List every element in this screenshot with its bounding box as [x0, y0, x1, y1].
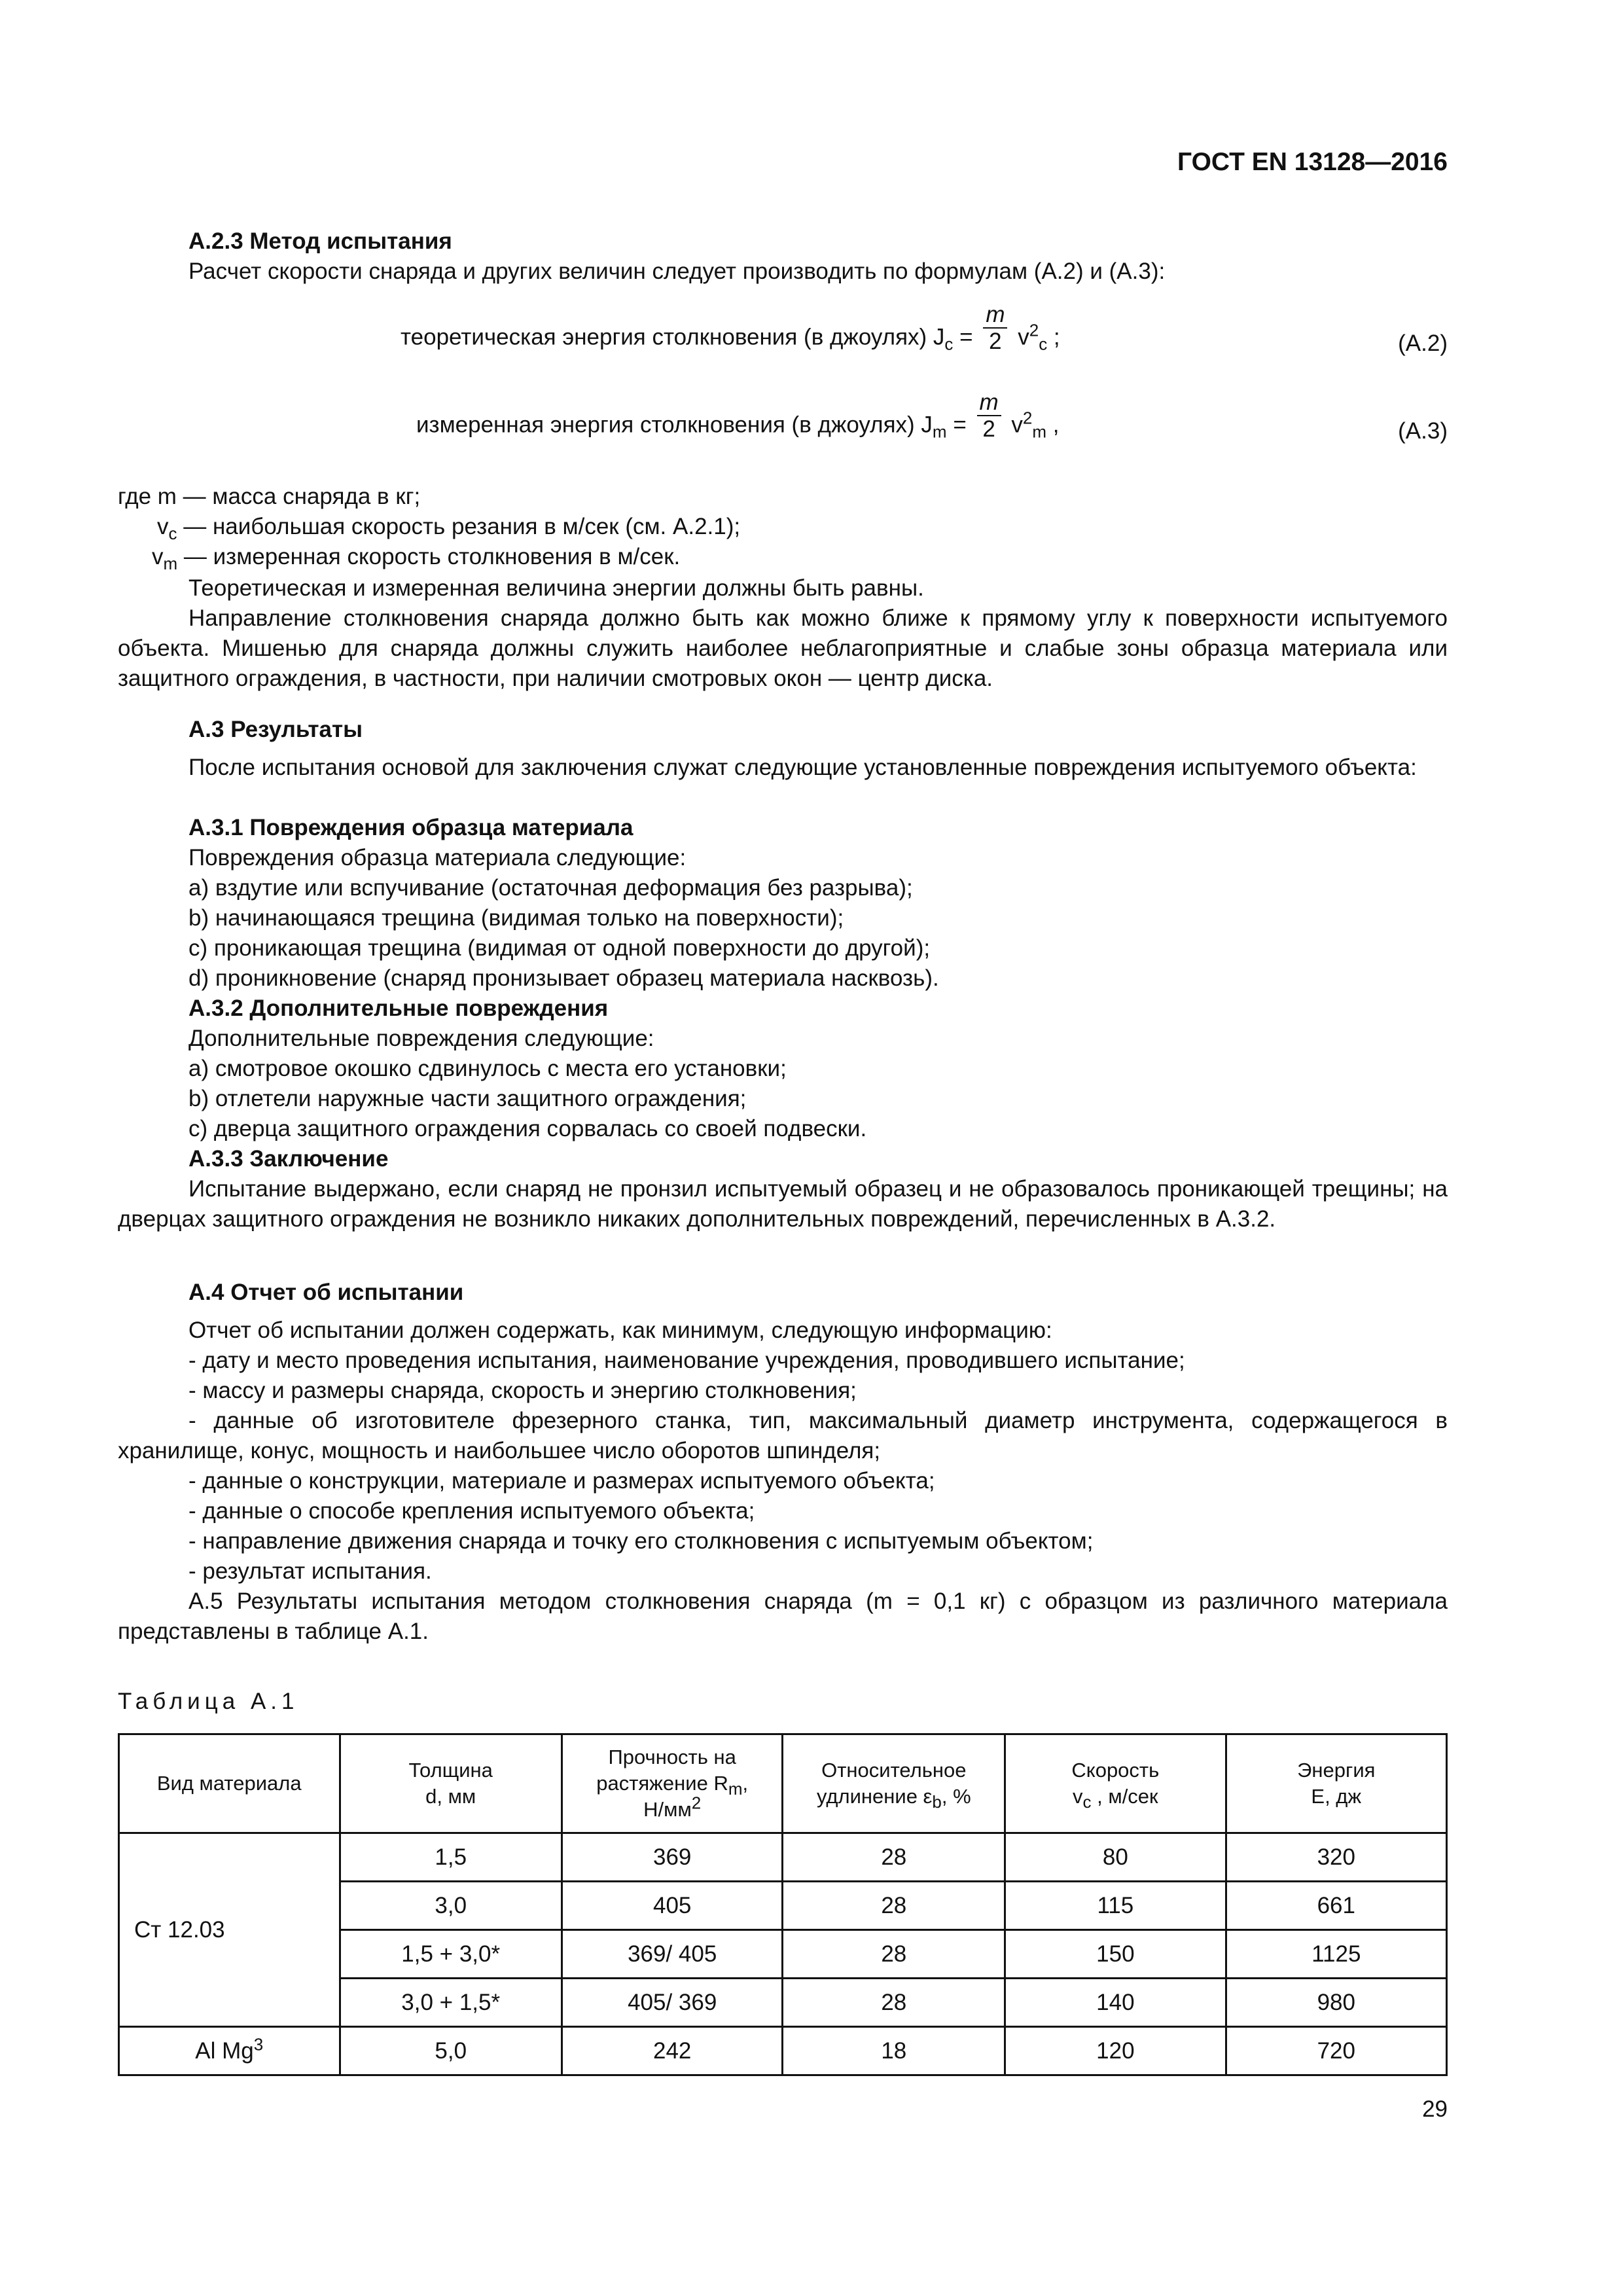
cell-strength: 369 [562, 1833, 783, 1882]
cell-speed: 115 [1005, 1882, 1226, 1930]
document-page [118, 0, 1448, 2296]
cell-speed: 80 [1005, 1833, 1226, 1882]
col-header-strength: Прочность на растяжение $R_m$, $Н/мм^2$ [562, 1734, 783, 1833]
section-a3-title: А.3 Результаты [188, 717, 363, 742]
table-caption: Таблица А.1 [118, 1689, 299, 1714]
fraction-m-over-2: $\frac{m}{2}$ [977, 390, 1001, 442]
table-header-row [119, 1734, 1447, 1833]
formula-a3-expression: измеренная энергия столкновения (в джоулях) $J_m$ = $\frac{m}{2}$ $v^2_m$ , [416, 389, 1060, 442]
report-list-item: - дату и место проведения испытания, наименование учреждения, проводившего испытание; [188, 1348, 1185, 1373]
section-a33-text: Испытание выдержано, если снаряд не пронзил испытуемый образец и не образовалось проникающей трещины; на дверцах защитного ограждения не возникло никаких дополнительных повреждений, перечисленных в А.3.2. [118, 1176, 1448, 1232]
cell-material: Al Mg$^3$ [119, 2027, 340, 2075]
col-header-material: Вид материала [119, 1734, 340, 1833]
paragraph-energy-equal: Теоретическая и измеренная величина энергии должны быть равны. [188, 575, 924, 601]
where-vc: $v_c$ — наибольшая скорость резания в м/сек (см. А.2.1); [157, 514, 741, 543]
report-list-item: - данные о способе крепления испытуемого объекта; [188, 1498, 755, 1524]
cell-thickness: 5,0 [340, 2027, 562, 2075]
formula-a2-label: (А.2) [1398, 331, 1448, 356]
section-a5-text: А.5 Результаты испытания методом столкновения снаряда (m = 0,1 кг) с образцом из различного материала представлены в таблице А.1. [118, 1588, 1448, 1644]
cell-strength: 405 [562, 1882, 783, 1930]
damage-list-item: c) проникающая трещина (видимая от одной поверхности до другой); [188, 935, 931, 961]
cell-strength: 405/ 369 [562, 1979, 783, 2027]
section-a32-intro: Дополнительные повреждения следующие: [188, 1026, 654, 1051]
where-vm: $v_m$ — измеренная скорость столкновения в м/сек. [152, 544, 681, 573]
cell-speed: 120 [1005, 2027, 1226, 2075]
document-header-id: ГОСТ EN 13128—2016 [1177, 148, 1448, 176]
formula-a2-expression: теоретическая энергия столкновения (в джоулях) $J_c$ = $\frac{m}{2}$ $v^2_c$ ; [401, 302, 1060, 354]
table-row [119, 2027, 1447, 2075]
cell-strength: 242 [562, 2027, 783, 2075]
cell-energy: 980 [1226, 1979, 1446, 2027]
section-a4-title: А.4 Отчет об испытании [188, 1280, 464, 1305]
cell-elongation: 28 [783, 1979, 1005, 2027]
section-a33-title: А.3.3 Заключение [188, 1146, 389, 1172]
cell-thickness: 3,0 + 1,5* [340, 1979, 562, 2027]
formula-a3 [118, 389, 1448, 459]
cell-energy: 1125 [1226, 1930, 1446, 1979]
report-list-item: - массу и размеры снаряда, скорость и энергию столкновения; [188, 1378, 857, 1403]
cell-speed: 140 [1005, 1979, 1226, 2027]
cell-thickness: 3,0 [340, 1882, 562, 1930]
cell-thickness: 1,5 + 3,0* [340, 1930, 562, 1979]
report-list-item: - данные об изготовителе фрезерного станка, тип, максимальный диаметр инструмента, содержащегося в хранилище, конус, мощность и наибольшее число оборотов шпинделя; [118, 1408, 1448, 1463]
cell-strength: 369/ 405 [562, 1930, 783, 1979]
cell-elongation: 28 [783, 1930, 1005, 1979]
where-m: где m — масса снаряда в кг; [118, 484, 421, 509]
cell-energy: 320 [1226, 1833, 1446, 1882]
cell-material: Ст 12.03 [119, 1833, 340, 2027]
damage-list-item: b) начинающаяся трещина (видимая только на поверхности); [188, 905, 844, 931]
extra-damage-item: b) отлетели наружные части защитного ограждения; [188, 1086, 747, 1111]
extra-damage-item: c) дверца защитного ограждения сорвалась со своей подвески. [188, 1116, 867, 1141]
cell-elongation: 28 [783, 1833, 1005, 1882]
section-a32-title: А.3.2 Дополнительные повреждения [188, 996, 609, 1021]
section-a23-intro: Расчет скорости снаряда и других величин следует производить по формулам (А.2) и (А.3): [188, 259, 1166, 284]
cell-elongation: 18 [783, 2027, 1005, 2075]
section-a23-title: А.2.3 Метод испытания [188, 228, 452, 254]
formula-a3-label: (А.3) [1398, 418, 1448, 444]
cell-energy: 720 [1226, 2027, 1446, 2075]
col-header-elongation: Относительное удлинение $\varepsilon_b$, % [783, 1734, 1005, 1833]
section-a4-intro: Отчет об испытании должен содержать, как минимум, следующую информацию: [188, 1318, 1052, 1343]
cell-thickness: 1,5 [340, 1833, 562, 1882]
page-number: 29 [1422, 2096, 1448, 2122]
section-a31-intro: Повреждения образца материала следующие: [188, 845, 687, 870]
cell-elongation: 28 [783, 1882, 1005, 1930]
table-row [119, 1833, 1447, 1882]
damage-list-item: a) вздутие или вспучивание (остаточная деформация без разрыва); [188, 875, 913, 901]
extra-damage-item: a) смотровое окошко сдвинулось с места его установки; [188, 1056, 787, 1081]
cell-energy: 661 [1226, 1882, 1446, 1930]
col-header-energy: Энергия E, дж [1226, 1734, 1446, 1833]
damage-list-item: d) проникновение (снаряд пронизывает образец материала насквозь). [188, 965, 939, 991]
col-header-speed: Скорость $v_c$ , м/сек [1005, 1734, 1226, 1833]
cell-speed: 150 [1005, 1930, 1226, 1979]
col-header-thickness: Толщина d, мм [340, 1734, 562, 1833]
section-a31-title: А.3.1 Повреждения образца материала [188, 815, 633, 840]
report-list-item: - направление движения снаряда и точку его столкновения с испытуемым объектом; [188, 1528, 1094, 1554]
results-table [118, 1733, 1448, 2076]
report-list-item: - результат испытания. [188, 1558, 432, 1584]
paragraph-direction: Направление столкновения снаряда должно быть как можно ближе к прямому углу к поверхности испытуемого объекта. Мишенью для снаряда должны служить наиболее неблагоприятные и слабые зоны образца материала или защитного ограждения, в частности, при наличии смотровых окон — центр диска. [118, 605, 1448, 691]
report-list-item: - данные о конструкции, материале и размерах испытуемого объекта; [188, 1468, 935, 1494]
formula-a2 [118, 302, 1448, 372]
section-a3-intro: После испытания основой для заключения служат следующие установленные повреждения испытуемого объекта: [188, 755, 1417, 780]
fraction-m-over-2: $\frac{m}{2}$ [983, 302, 1007, 355]
